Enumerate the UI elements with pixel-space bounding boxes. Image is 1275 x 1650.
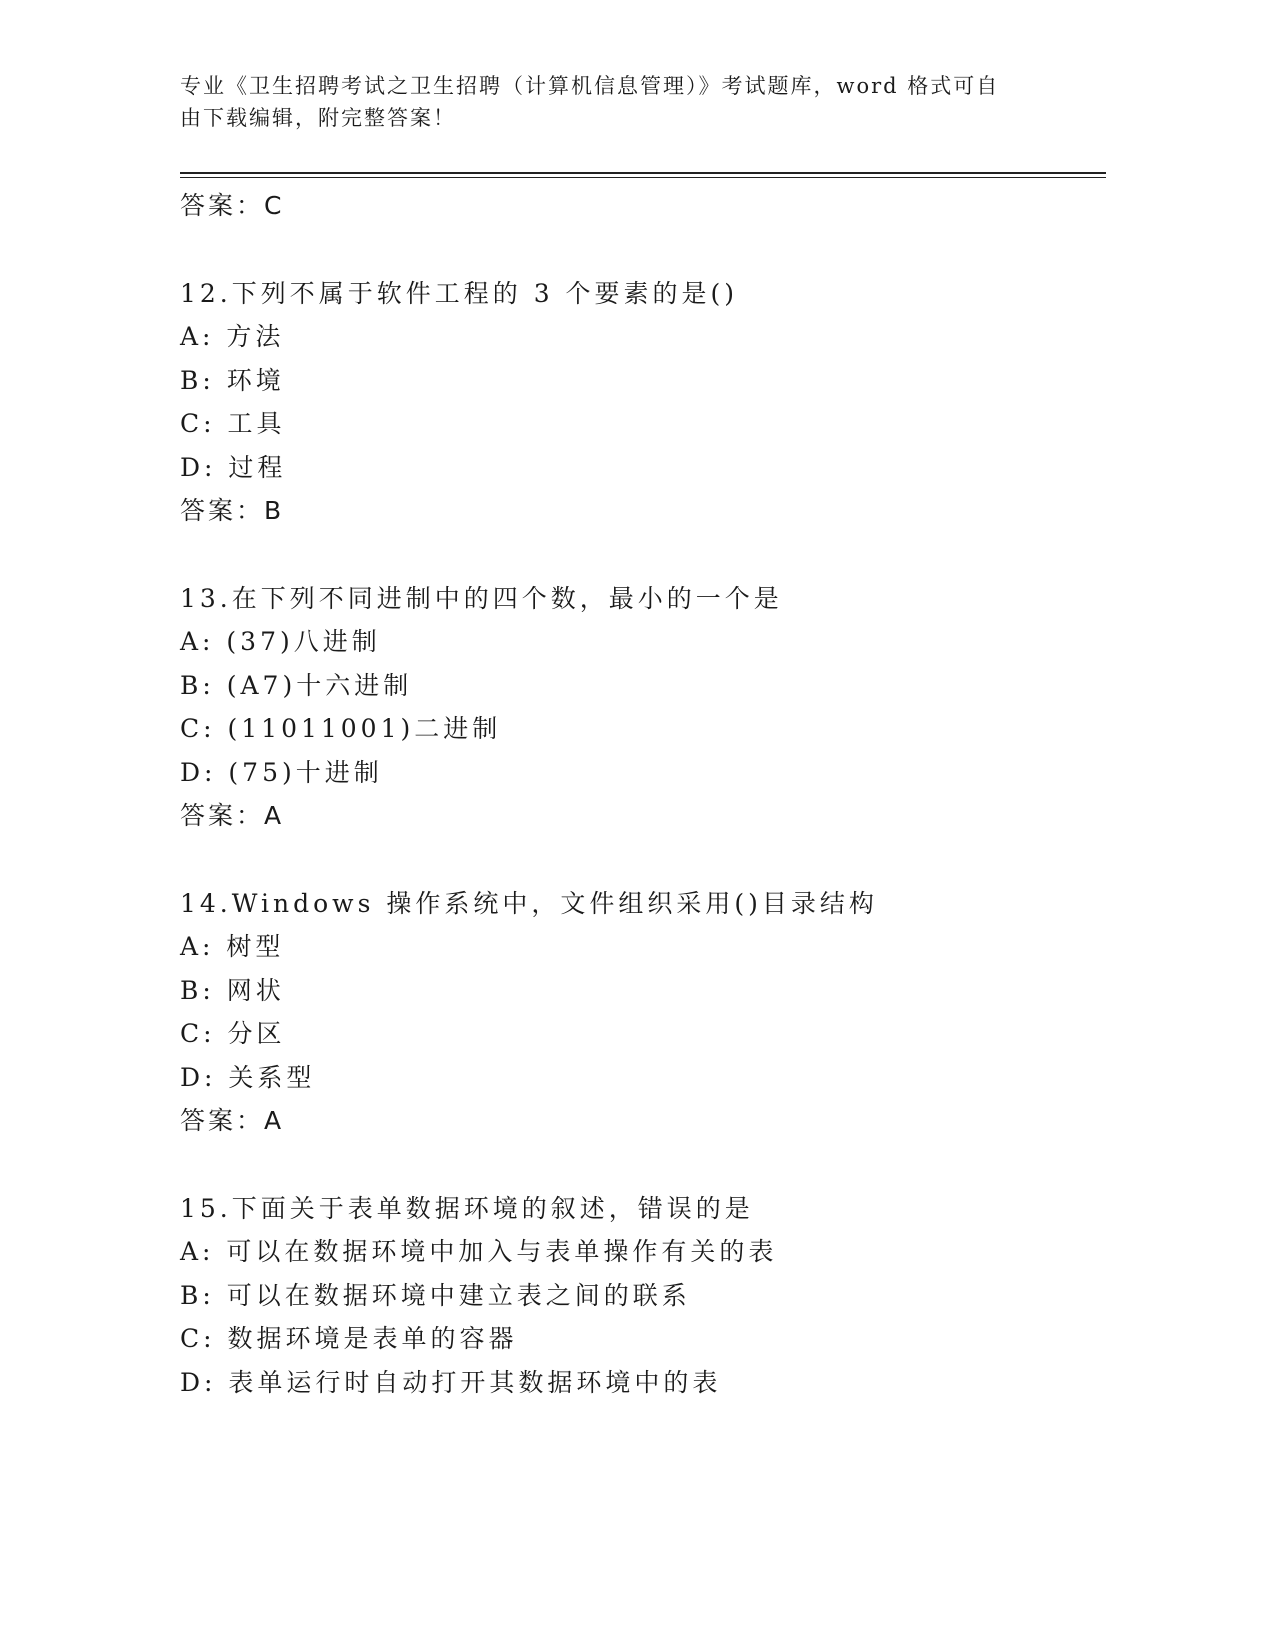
option-d: D: (75)十进制	[180, 757, 383, 787]
spacer	[180, 533, 1106, 577]
option-c: C: 分区	[180, 1019, 286, 1048]
option-d: D: 过程	[180, 452, 287, 482]
answer: 答案：B	[180, 496, 285, 525]
option-b: B: 网状	[180, 975, 285, 1005]
answer: 答案：A	[180, 1106, 285, 1135]
question-15	[180, 1187, 1106, 1405]
spacer	[180, 838, 1106, 882]
option-d: D: 表单运行时自动打开其数据环境中的表	[180, 1367, 722, 1397]
header-line-2: 由下载编辑，附完整答案！	[180, 106, 456, 130]
option-a: A: 树型	[180, 932, 285, 961]
answer: 答案：A	[180, 801, 285, 830]
header-divider-thin	[180, 177, 1106, 178]
previous-answer: 答案：C	[180, 191, 285, 220]
spacer	[180, 228, 1106, 272]
header-divider-thick	[180, 172, 1106, 174]
question-stem: 14.Windows 操作系统中，文件组织采用()目录结构	[180, 888, 878, 918]
option-c: C: (11011001)二进制	[180, 714, 502, 743]
question-stem: 15.下面关于表单数据环境的叙述，错误的是	[180, 1193, 754, 1223]
document-header	[180, 70, 1040, 134]
option-c: C: 工具	[180, 409, 286, 438]
question-stem: 12.下列不属于软件工程的 3 个要素的是()	[180, 278, 739, 308]
question-14	[180, 882, 1106, 1143]
option-b: B: 可以在数据环境中建立表之间的联系	[180, 1280, 691, 1310]
option-a: A: (37)八进制	[180, 627, 381, 656]
header-line-1: 专业《卫生招聘考试之卫生招聘（计算机信息管理）》考试题库，word 格式可自	[180, 74, 1000, 98]
spacer	[180, 1143, 1106, 1187]
question-list	[180, 184, 1106, 1404]
option-d: D: 关系型	[180, 1062, 316, 1092]
question-13	[180, 577, 1106, 838]
option-b: B: 环境	[180, 365, 285, 395]
question-12	[180, 272, 1106, 533]
option-b: B: (A7)十六进制	[180, 670, 413, 700]
question-stem: 13.在下列不同进制中的四个数，最小的一个是	[180, 583, 783, 613]
option-a: A: 可以在数据环境中加入与表单操作有关的表	[180, 1237, 778, 1266]
option-a: A: 方法	[180, 322, 285, 351]
option-c: C: 数据环境是表单的容器	[180, 1324, 518, 1353]
